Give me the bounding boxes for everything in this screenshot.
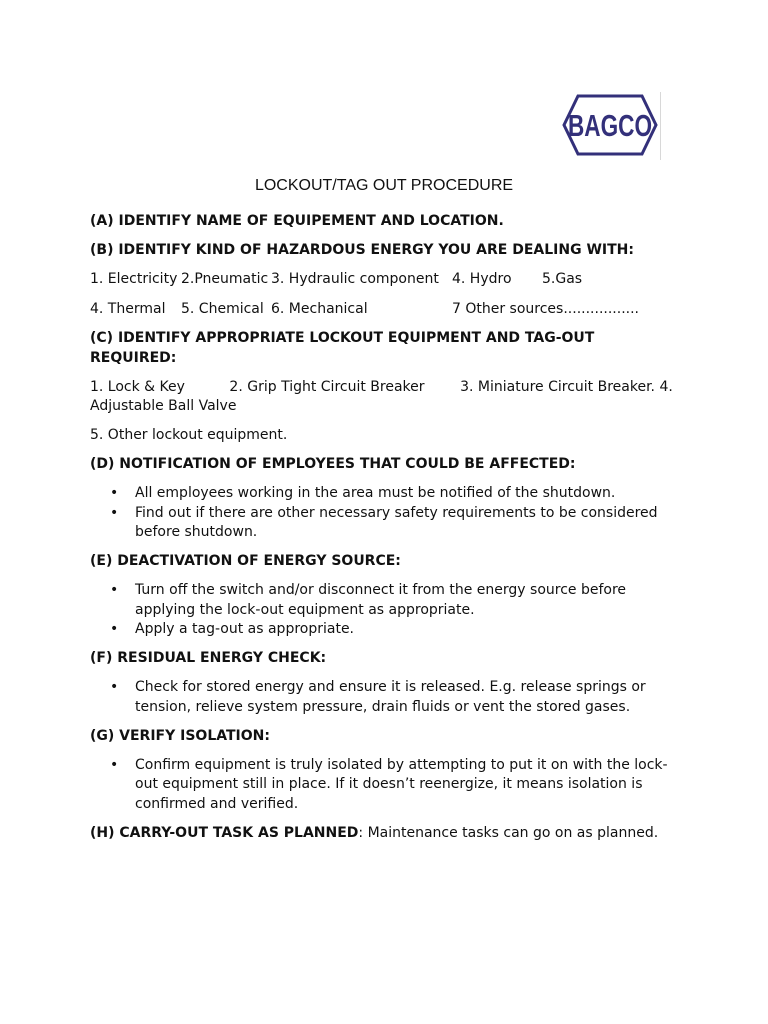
bullet-text: Find out if there are other necessary safety requirements to be considered before shutdown.	[135, 504, 658, 540]
section-a-heading: (A) IDENTIFY NAME OF EQUIPEMENT AND LOCATION.	[90, 213, 504, 229]
list-item	[90, 581, 680, 620]
bullet-text: Confirm equipment is truly isolated by attempting to put it on with the lock-out equipment still in place. If it doesn’t reenergize, it means isolation is confirmed and verified.	[135, 756, 668, 812]
bullet-icon: •	[110, 582, 119, 598]
energy-item: 5.Gas	[542, 271, 583, 287]
bullet-icon: •	[110, 485, 119, 501]
section-h	[90, 824, 680, 844]
energy-item: 6. Mechanical	[271, 300, 368, 317]
section-h-text: : Maintenance tasks can go on as planned.	[358, 824, 659, 841]
bullet-icon: •	[110, 504, 119, 521]
energy-item: 5. Chemical	[181, 300, 264, 317]
section-f-heading: (F) RESIDUAL ENERGY CHECK:	[90, 650, 327, 666]
lockout-equipment-list: 1. Lock & Key 2. Grip Tight Circuit Breaker 3. Miniature Circuit Breaker. 4. Adjustable Ball Valve	[90, 378, 678, 414]
bagco-logo	[558, 92, 662, 158]
section-h-heading: (H) CARRY-OUT TASK AS PLANNED	[90, 824, 359, 841]
document-title: LOCKOUT/TAG OUT PROCEDURE	[254, 177, 514, 194]
section-g-heading: (G) VERIFY ISOLATION:	[90, 727, 270, 744]
energy-item: 7 Other sources.................	[452, 300, 639, 317]
section-b-heading: (B) IDENTIFY KIND OF HAZARDOUS ENERGY YOU ARE DEALING WITH:	[90, 242, 634, 258]
energy-types-row-1	[90, 270, 680, 290]
section-f-bullets	[90, 678, 680, 717]
energy-item: 3. Hydraulic component	[271, 271, 439, 287]
bullet-icon: •	[110, 679, 119, 695]
section-e-bullets	[90, 581, 680, 640]
list-item	[90, 504, 680, 543]
section-d-heading: (D) NOTIFICATION OF EMPLOYEES THAT COULD BE AFFECTED:	[90, 456, 576, 472]
energy-item: 4. Thermal	[90, 300, 166, 317]
bullet-text: All employees working in the area must be notified of the shutdown.	[135, 485, 616, 501]
energy-item: 4. Hydro	[452, 271, 512, 287]
energy-item: 1. Electricity	[90, 271, 178, 287]
bullet-text: Turn off the switch and/or disconnect it from the energy source before applying the lock-out equipment as appropriate.	[135, 582, 627, 618]
bullet-icon: •	[110, 621, 119, 637]
list-item	[90, 678, 680, 717]
document-body	[90, 212, 680, 853]
bullet-text: Check for stored energy and ensure it is released. E.g. release springs or tension, relieve system pressure, drain fluids or vent the stored gases.	[135, 679, 646, 715]
section-c-heading: (C) IDENTIFY APPROPRIATE LOCKOUT EQUIPMENT AND TAG-OUT REQUIRED:	[90, 330, 595, 366]
list-item	[90, 620, 680, 640]
list-item	[90, 484, 680, 504]
section-d-bullets	[90, 484, 680, 543]
list-item	[90, 756, 680, 815]
energy-types-row-2	[90, 300, 680, 320]
section-e-heading: (E) DEACTIVATION OF ENERGY SOURCE:	[90, 553, 401, 569]
bullet-text: Apply a tag-out as appropriate.	[135, 621, 355, 637]
section-g-bullets	[90, 756, 680, 815]
bullet-icon: •	[110, 756, 119, 773]
logo-divider	[660, 92, 661, 160]
energy-item: 2.Pneumatic	[181, 271, 269, 287]
other-lockout-equipment: 5. Other lockout equipment.	[90, 427, 288, 443]
logo-text: BAGCO	[568, 108, 652, 143]
